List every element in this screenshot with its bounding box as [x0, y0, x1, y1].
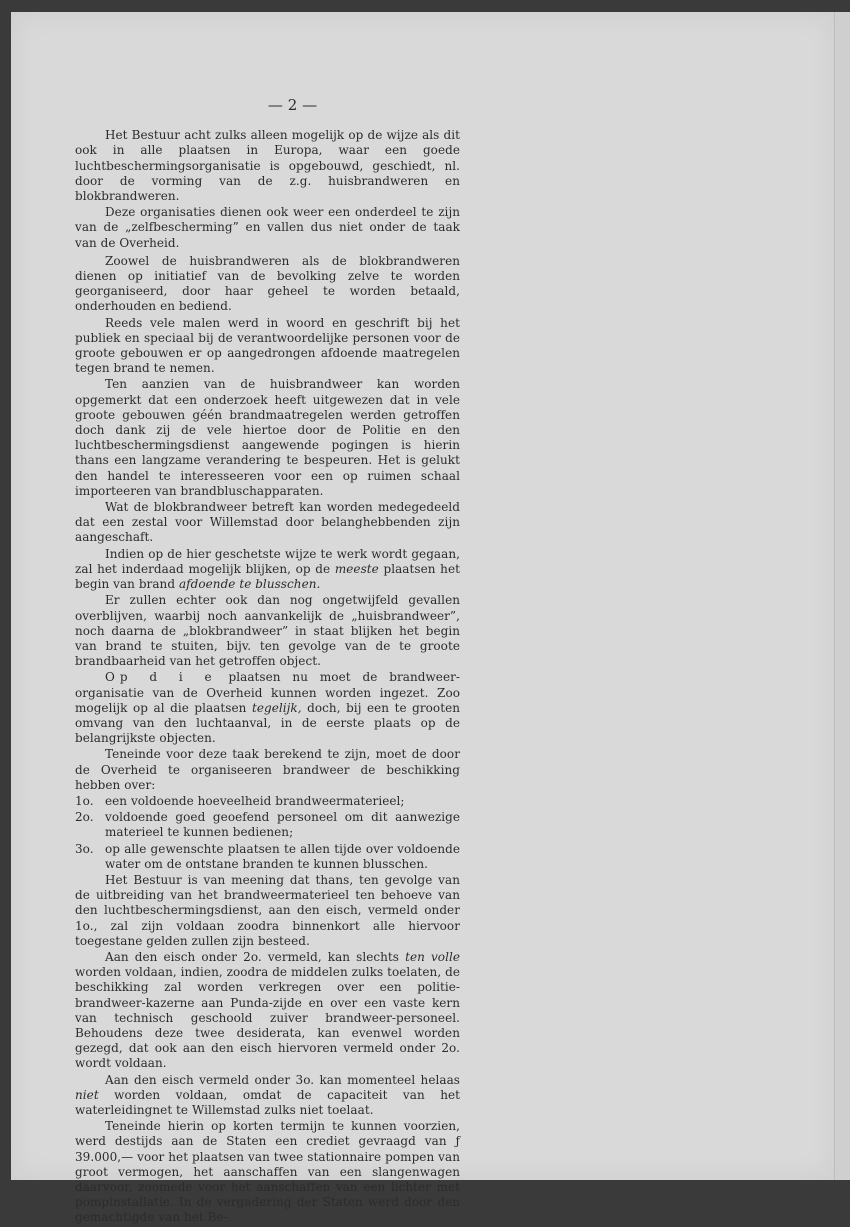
paragraph-text: worden voldaan, omdat de capaciteit van het waterleidingnet te Willemstad zulks niet toelaat.: [75, 1087, 460, 1117]
list-text: een voldoende hoeveelheid brandweermaterieel;: [105, 793, 405, 808]
paragraph: [75, 950, 460, 1072]
paragraph-text: plaatsen het begin van brand: [75, 561, 460, 592]
paragraph-text: Aan den eisch onder 2o. vermeld, kan slechts: [105, 949, 400, 964]
paragraph-text: worden voldaan, indien, zoodra de middelen zulks toelaten, de beschikking zal worden verkregen over een politie-brandweer-kazerne aan Punda-zijde en over een vaste kern van technisch geschoold zuiver brandweer-personeel. Behoudens deze twee desiderata, kan evenwel worden gezegd, dat ook aan den eisch hiervoren vermeld onder 2o. wordt voldaan.: [75, 965, 460, 1071]
italic-text: tegelijk,: [251, 700, 302, 715]
list-text: op alle gewenschte plaatsen te allen tijde over voldoende water om de ontstane branden te kunnen blusschen.: [105, 841, 460, 871]
paragraph-text: plaatsen nu moet de brandweer-organisatie van de Overheid kunnen worden ingezet. Zoo mogelijk op al die plaatsen: [75, 670, 460, 715]
paragraph: Teneinde hierin op korten termijn te kunnen voorzien, werd destijds aan de Staten een crediet gevraagd van ƒ 39.000,— voor het plaatsen van twee stationnaire pompen van groot vermogen, het aanschaffen van een slangenwagen daarvoor, zoomede voor het aanschaffen van een lichter met pompinstallatie. In de vergadering der Staten werd door den gemachtigde van het Be-: [75, 1119, 460, 1225]
italic-text: afdoende te blusschen.: [178, 577, 321, 592]
italic-text: meeste: [334, 561, 379, 576]
document-body: [75, 98, 460, 1227]
paragraph-text: zal het inderdaad mogelijk blijken, op de: [75, 561, 331, 576]
list-number: 1o.: [75, 793, 94, 808]
paragraph: Er zullen echter ook dan nog ongetwijfeld gevallen overblijven, waarbij noch aanvankelijk de „huisbrandweer”, noch daarna de „blokbrandweer” in staat blijken het begin van brand te stuiten, bijv. ten gevolge van de te groote brandbaarheid van het getroffen object.: [75, 593, 460, 669]
paragraph: Ten aanzien van de huisbrandweer kan worden opgemerkt dat een onderzoek heeft uitgewezen dat in vele groote gebouwen géén brandmaatregelen werden getroffen doch dank zij de vele hiertoe door de Politie en den luchtbeschermingsdienst aangewende pogingen is hierin thans een langzame verandering te bespeuren. Het is gelukt den handel te interesseeren voor een op ruimen schaal importeeren van brandbluschapparaten.: [75, 377, 460, 498]
list-item: [75, 794, 460, 809]
paragraph: Het Bestuur is van meening dat thans, ten gevolge van de uitbreiding van het brandweermaterieel ten behoeve van den luchtbeschermingsdienst, aan den eisch, vermeld onder 1o., zal zijn voldaan zoodra binnenkort alle hiervoor toegestane gelden zullen zijn besteed.: [75, 872, 460, 948]
paragraph-lead: Indien op de hier geschetste wijze te werk wordt gegaan,: [105, 546, 460, 561]
paragraph: Zoowel de huisbrandweren als de blokbrandweren dienen op initiatief van de bevolking zelve te worden georganiseerd, door haar geheel te worden betaald, onderhouden en bediend.: [75, 253, 460, 314]
list-number: 3o.: [75, 841, 94, 856]
paragraph: Wat de blokbrandweer betreft kan worden medegedeeld dat een zestal voor Willemstad door belanghebbenden zijn aangeschaft.: [75, 500, 460, 545]
list-text: voldoende goed geoefend personeel om dit aanwezige materieel te kunnen bedienen;: [105, 810, 460, 840]
paragraph-text: doch, bij een te grooten omvang van den luchtaanval, in de eerste plaats op de belangrijkste objecten.: [75, 700, 460, 746]
next-page-edge: [834, 12, 850, 1180]
paragraph: Het Bestuur acht zulks alleen mogelijk op de wijze als dit ook in alle plaatsen in Europa, waar een goede luchtbeschermingsorganisatie is opgebouwd, geschiedt, nl. door de vorming van de z.g. huisbrandweren en blokbrandweren.: [75, 128, 460, 204]
paragraph: [75, 670, 460, 746]
paragraph: [75, 1073, 460, 1119]
paragraph: [75, 547, 460, 593]
paragraph: Reeds vele malen werd in woord en geschrift bij het publiek en speciaal bij de verantwoordelijke personen voor de groote gebouwen er op aangedrongen afdoende maatregelen tegen brand te nemen.: [75, 315, 460, 376]
list-number: 2o.: [75, 810, 94, 825]
italic-text: niet: [75, 1087, 99, 1102]
paragraph-text: Aan den eisch vermeld onder 3o. kan momenteel helaas: [105, 1072, 460, 1087]
paragraph: Deze organisaties dienen ook weer een onderdeel te zijn van de „zelfbescherming” en vallen dus niet onder de taak van de Overheid.: [75, 205, 460, 250]
list-item: [75, 810, 460, 840]
list-item: [75, 842, 460, 872]
paragraph: Teneinde voor deze taak berekend te zijn, moet de door de Overheid te organiseeren brandweer de beschikking hebben over:: [75, 747, 460, 792]
italic-text: ten volle: [405, 949, 460, 964]
page-number: — 2 —: [267, 96, 318, 114]
spaced-text: Op d i e: [105, 670, 217, 685]
